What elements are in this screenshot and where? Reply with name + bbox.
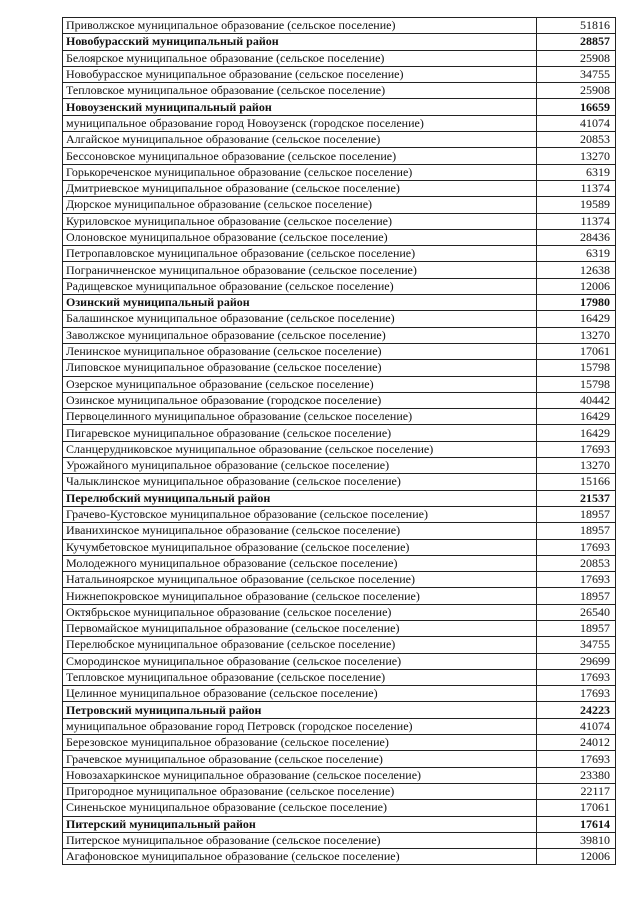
- municipality-value: 25908: [537, 83, 616, 99]
- municipality-value: 13270: [537, 148, 616, 164]
- document-page: [62, 17, 615, 865]
- municipality-name: Первомайское муниципальное образование (сельское поселение): [63, 620, 537, 636]
- municipality-value: 51816: [537, 18, 616, 34]
- municipality-value: 17061: [537, 343, 616, 359]
- municipality-name: Дмитриевское муниципальное образование (сельское поселение): [63, 180, 537, 196]
- table-row: [63, 474, 616, 490]
- table-row: [63, 686, 616, 702]
- municipality-value: 15798: [537, 360, 616, 376]
- municipality-name: Урожайного муниципальное образование (сельское поселение): [63, 458, 537, 474]
- table-row: [63, 832, 616, 848]
- municipality-name: Петропавловское муниципальное образование (сельское поселение): [63, 246, 537, 262]
- table-body: [63, 18, 616, 865]
- municipality-name: Целинное муниципальное образование (сельское поселение): [63, 686, 537, 702]
- allocation-table: [62, 17, 616, 865]
- municipality-value: 18957: [537, 588, 616, 604]
- municipality-name: Дюрское муниципальное образование (сельское поселение): [63, 197, 537, 213]
- district-name: Озинский муниципальный район: [63, 295, 537, 311]
- table-row: [63, 751, 616, 767]
- municipality-name: Олоновское муниципальное образование (сельское поселение): [63, 229, 537, 245]
- table-row: [63, 572, 616, 588]
- table-row: [63, 458, 616, 474]
- table-row: [63, 213, 616, 229]
- district-value: 21537: [537, 490, 616, 506]
- municipality-name: Озинское муниципальное образование (городское поселение): [63, 392, 537, 408]
- municipality-name: муниципальное образование город Петровск (городское поселение): [63, 718, 537, 734]
- table-row: [63, 278, 616, 294]
- table-row: [63, 343, 616, 359]
- municipality-value: 41074: [537, 718, 616, 734]
- municipality-value: 34755: [537, 66, 616, 82]
- municipality-name: Питерское муниципальное образование (сельское поселение): [63, 832, 537, 848]
- table-row: [63, 66, 616, 82]
- table-row: [63, 425, 616, 441]
- municipality-name: Иванихинское муниципальное образование (сельское поселение): [63, 523, 537, 539]
- municipality-name: Пригородное муниципальное образование (сельское поселение): [63, 783, 537, 799]
- table-row: [63, 311, 616, 327]
- municipality-name: Грачево-Кустовское муниципальное образование (сельское поселение): [63, 506, 537, 522]
- district-header-row: [63, 702, 616, 718]
- municipality-value: 13270: [537, 327, 616, 343]
- municipality-name: Алгайское муниципальное образование (сельское поселение): [63, 132, 537, 148]
- municipality-name: Горькореченское муниципальное образование (сельское поселение): [63, 164, 537, 180]
- municipality-name: Натальиноярское муниципальное образование (сельское поселение): [63, 572, 537, 588]
- table-row: [63, 783, 616, 799]
- municipality-name: Пограничненское муниципальное образование (сельское поселение): [63, 262, 537, 278]
- table-row: [63, 392, 616, 408]
- table-row: [63, 539, 616, 555]
- district-value: 24223: [537, 702, 616, 718]
- municipality-value: 15798: [537, 376, 616, 392]
- table-row: [63, 555, 616, 571]
- municipality-value: 17693: [537, 751, 616, 767]
- municipality-value: 19589: [537, 197, 616, 213]
- table-row: [63, 376, 616, 392]
- municipality-value: 28436: [537, 229, 616, 245]
- municipality-name: Новобурасское муниципальное образование (сельское поселение): [63, 66, 537, 82]
- municipality-value: 41074: [537, 115, 616, 131]
- municipality-name: Чалыклинское муниципальное образование (сельское поселение): [63, 474, 537, 490]
- municipality-name: Балашинское муниципальное образование (сельское поселение): [63, 311, 537, 327]
- district-header-row: [63, 490, 616, 506]
- district-name: Петровский муниципальный район: [63, 702, 537, 718]
- table-row: [63, 669, 616, 685]
- municipality-name: Грачевское муниципальное образование (сельское поселение): [63, 751, 537, 767]
- municipality-value: 15166: [537, 474, 616, 490]
- municipality-name: Бессоновское муниципальное образование (сельское поселение): [63, 148, 537, 164]
- table-row: [63, 164, 616, 180]
- district-header-row: [63, 34, 616, 50]
- table-row: [63, 588, 616, 604]
- table-row: [63, 197, 616, 213]
- district-value: 17614: [537, 816, 616, 832]
- table-row: [63, 229, 616, 245]
- municipality-name: Новозахаркинское муниципальное образование (сельское поселение): [63, 767, 537, 783]
- table-row: [63, 132, 616, 148]
- municipality-name: Октябрьское муниципальное образование (сельское поселение): [63, 604, 537, 620]
- municipality-value: 13270: [537, 458, 616, 474]
- municipality-value: 22117: [537, 783, 616, 799]
- municipality-value: 18957: [537, 523, 616, 539]
- district-name: Новобурасский муниципальный район: [63, 34, 537, 50]
- table-row: [63, 148, 616, 164]
- municipality-value: 26540: [537, 604, 616, 620]
- municipality-name: Пигаревское муниципальное образование (сельское поселение): [63, 425, 537, 441]
- table-row: [63, 718, 616, 734]
- municipality-value: 20853: [537, 555, 616, 571]
- municipality-name: Смородинское муниципальное образование (сельское поселение): [63, 653, 537, 669]
- municipality-name: Кучумбетовское муниципальное образование (сельское поселение): [63, 539, 537, 555]
- municipality-value: 17693: [537, 539, 616, 555]
- municipality-name: Тепловское муниципальное образование (сельское поселение): [63, 669, 537, 685]
- municipality-value: 34755: [537, 637, 616, 653]
- municipality-name: Заволжское муниципальное образование (сельское поселение): [63, 327, 537, 343]
- municipality-name: Куриловское муниципальное образование (сельское поселение): [63, 213, 537, 229]
- district-header-row: [63, 99, 616, 115]
- table-row: [63, 262, 616, 278]
- table-row: [63, 246, 616, 262]
- district-value: 17980: [537, 295, 616, 311]
- district-header-row: [63, 816, 616, 832]
- municipality-value: 12006: [537, 849, 616, 865]
- municipality-value: 20853: [537, 132, 616, 148]
- municipality-value: 25908: [537, 50, 616, 66]
- table-row: [63, 620, 616, 636]
- municipality-value: 17061: [537, 800, 616, 816]
- municipality-name: Нижнепокровское муниципальное образование (сельское поселение): [63, 588, 537, 604]
- municipality-value: 11374: [537, 180, 616, 196]
- district-name: Новоузенский муниципальный район: [63, 99, 537, 115]
- district-name: Питерский муниципальный район: [63, 816, 537, 832]
- municipality-name: Молодежного муниципальное образование (сельское поселение): [63, 555, 537, 571]
- municipality-value: 17693: [537, 686, 616, 702]
- table-row: [63, 506, 616, 522]
- municipality-value: 12006: [537, 278, 616, 294]
- municipality-value: 16429: [537, 409, 616, 425]
- table-row: [63, 360, 616, 376]
- municipality-name: Белоярское муниципальное образование (сельское поселение): [63, 50, 537, 66]
- municipality-value: 12638: [537, 262, 616, 278]
- municipality-name: муниципальное образование город Новоузенск (городское поселение): [63, 115, 537, 131]
- municipality-name: Тепловское муниципальное образование (сельское поселение): [63, 83, 537, 99]
- table-row: [63, 637, 616, 653]
- table-row: [63, 50, 616, 66]
- municipality-name: Синеньское муниципальное образование (сельское поселение): [63, 800, 537, 816]
- municipality-name: Озерское муниципальное образование (сельское поселение): [63, 376, 537, 392]
- municipality-value: 40442: [537, 392, 616, 408]
- municipality-value: 24012: [537, 735, 616, 751]
- district-header-row: [63, 295, 616, 311]
- municipality-value: 17693: [537, 669, 616, 685]
- table-row: [63, 18, 616, 34]
- table-row: [63, 849, 616, 865]
- table-row: [63, 523, 616, 539]
- municipality-name: Приволжское муниципальное образование (сельское поселение): [63, 18, 537, 34]
- municipality-name: Ленинское муниципальное образование (сельское поселение): [63, 343, 537, 359]
- municipality-value: 23380: [537, 767, 616, 783]
- municipality-name: Березовское муниципальное образование (сельское поселение): [63, 735, 537, 751]
- municipality-name: Сланцерудниковское муниципальное образование (сельское поселение): [63, 441, 537, 457]
- municipality-value: 11374: [537, 213, 616, 229]
- table-row: [63, 735, 616, 751]
- table-row: [63, 800, 616, 816]
- table-row: [63, 441, 616, 457]
- district-value: 16659: [537, 99, 616, 115]
- municipality-value: 18957: [537, 620, 616, 636]
- table-row: [63, 327, 616, 343]
- municipality-value: 6319: [537, 164, 616, 180]
- municipality-name: Липовское муниципальное образование (сельское поселение): [63, 360, 537, 376]
- municipality-name: Агафоновское муниципальное образование (сельское поселение): [63, 849, 537, 865]
- municipality-name: Перелюбское муниципальное образование (сельское поселение): [63, 637, 537, 653]
- table-row: [63, 180, 616, 196]
- municipality-value: 39810: [537, 832, 616, 848]
- table-row: [63, 409, 616, 425]
- municipality-value: 16429: [537, 425, 616, 441]
- district-value: 28857: [537, 34, 616, 50]
- municipality-name: Первоцелинного муниципальное образование (сельское поселение): [63, 409, 537, 425]
- district-name: Перелюбский муниципальный район: [63, 490, 537, 506]
- municipality-value: 16429: [537, 311, 616, 327]
- table-row: [63, 115, 616, 131]
- municipality-value: 18957: [537, 506, 616, 522]
- municipality-name: Радищевское муниципальное образование (сельское поселение): [63, 278, 537, 294]
- table-row: [63, 767, 616, 783]
- table-row: [63, 604, 616, 620]
- municipality-value: 29699: [537, 653, 616, 669]
- table-row: [63, 653, 616, 669]
- municipality-value: 17693: [537, 441, 616, 457]
- municipality-value: 6319: [537, 246, 616, 262]
- municipality-value: 17693: [537, 572, 616, 588]
- table-row: [63, 83, 616, 99]
